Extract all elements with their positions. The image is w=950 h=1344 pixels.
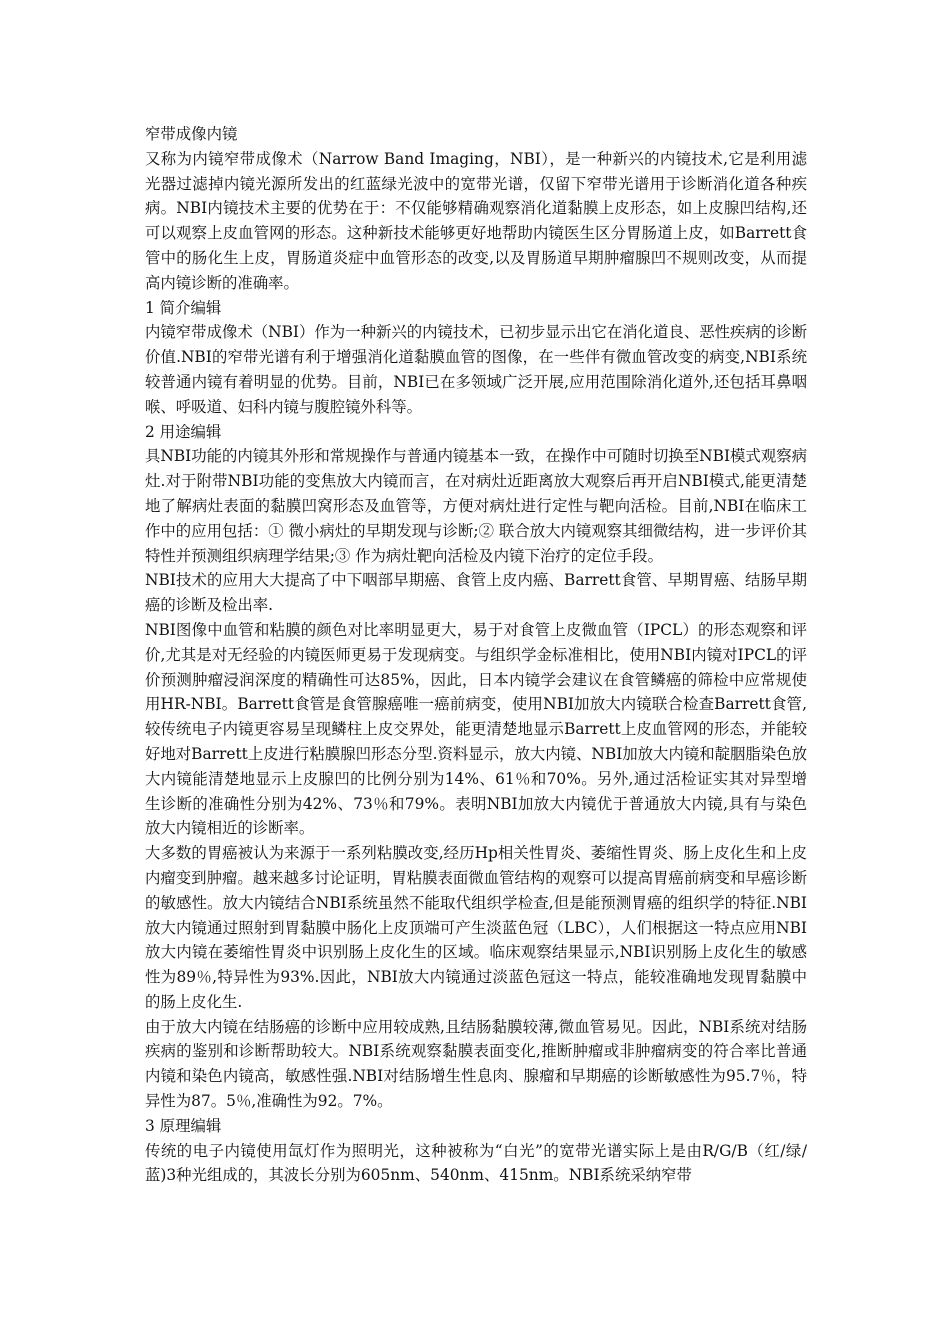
- document-title: 窄带成像内镜: [145, 125, 238, 143]
- paragraph-usage: 具NBI功能的内镜其外形和常规操作与普通内镜基本一致，在操作中可随时切换至NBI模式观察病灶.对于附带NBI功能的变焦放大内镜而言，在对病灶近距离放大观察后再开启NBI模式,能更清楚地了解病灶表面的黏膜凹窝形态及血管等，方便对病灶进行定性与靶向活检。目前,NBI在临床工作中的应用包括：① 微小病灶的早期发现与诊断;② 联合放大内镜观察其细微结构，进一步评价其特性并预测组织病理学结果;③ 作为病灶靶向活检及内镜下治疗的定位手段。: [145, 447, 807, 565]
- document-page: [145, 122, 807, 1188]
- section-heading-principle: 3 原理编辑: [145, 1116, 222, 1135]
- section-heading-usage: 2 用途编辑: [145, 422, 222, 441]
- section-heading-summary: 1 简介编辑: [145, 298, 222, 317]
- paragraph-summary: 内镜窄带成像术（NBI）作为一种新兴的内镜技术，已初步显示出它在消化道良、恶性疾病的诊断价值.NBI的窄带光谱有利于增强消化道黏膜血管的图像，在一些伴有微血管改变的病变,NBI系统较普通内镜有着明显的优势。目前，NBI已在多领域广泛开展,应用范围除消化道外,还包括耳鼻咽喉、呼吸道、妇科内镜与腹腔镜外科等。: [145, 323, 807, 416]
- paragraph-colon: 由于放大内镜在结肠癌的诊断中应用较成熟,且结肠黏膜较薄,微血管易见。因此，NBI系统对结肠疾病的鉴别和诊断帮助较大。NBI系统观察黏膜表面变化,推断肿瘤或非肿瘤病变的符合率比普通内镜和染色内镜高，敏感性强.NBI对结肠增生性息肉、腺瘤和早期癌的诊断敏感性为95.7％，特异性为87。5％,准确性为92。7%。: [145, 1017, 807, 1111]
- paragraph-principle: 传统的电子内镜使用氙灯作为照明光，这种被称为“白光”的宽带光谱实际上是由R/G/B（红/绿/蓝)3种光组成的，其波长分别为605nm、540nm、415nm。NBI系统采纳窄带: [145, 1141, 807, 1185]
- paragraph-detection-rate: NBI技术的应用大大提高了中下咽部早期癌、食管上皮内癌、Barrett食管、早期胃癌、结肠早期癌的诊断及检出率.: [145, 571, 807, 615]
- paragraph-stomach: 大多数的胃癌被认为来源于一系列粘膜改变,经历Hp相关性胃炎、萎缩性胃炎、肠上皮化生和上皮内瘤变到肿瘤。越来越多讨论证明，胃粘膜表面微血管结构的观察可以提高胃癌前病变和早癌诊断的敏感性。放大内镜结合NBI系统虽然不能取代组织学检查,但是能预测胃癌的组织学的特征.NBI放大内镜通过照射到胃黏膜中肠化上皮顶端可产生淡蓝色冠（LBC），人们根据这一特点应用NBI放大内镜在萎缩性胃炎中识别肠上皮化生的区域。临床观察结果显示,NBI识别肠上皮化生的敏感性为89％,特异性为93%.因此，NBI放大内镜通过淡蓝色冠这一特点，能较准确地发现胃黏膜中的肠上皮化生.: [145, 844, 807, 1011]
- paragraph-intro: 又称为内镜窄带成像术（Narrow Band Imaging，NBI），是一种新兴的内镜技术,它是利用滤光器过滤掉内镜光源所发出的红蓝绿光波中的宽带光谱，仅留下窄带光谱用于诊断消化道各种疾病。NBI内镜技术主要的优势在于：不仅能够精确观察消化道黏膜上皮形态，如上皮腺凹结构,还可以观察上皮血管网的形态。这种新技术能够更好地帮助内镜医生区分胃肠道上皮，如Barrett食管中的肠化生上皮，胃肠道炎症中血管形态的改变,以及胃肠道早期肿瘤腺凹不规则改变，从而提高内镜诊断的准确率。: [145, 149, 807, 292]
- paragraph-esophagus: NBI图像中血管和粘膜的颜色对比率明显更大，易于对食管上皮微血管（IPCL）的形态观察和评价,尤其是对无经验的内镜医师更易于发现病变。与组织学金标准相比，使用NBI内镜对IPCL的评价预测肿瘤浸润深度的精确性可达85%，因此，日本内镜学会建议在食管鳞癌的筛检中应常规使用HR-NBI。Barrett食管是食管腺癌唯一癌前病变，使用NBI加放大内镜联合检查Barrett食管,较传统电子内镜更容易呈现鳞柱上皮交界处，能更清楚地显示Barrett上皮血管网的形态，并能较好地对Barrett上皮进行粘膜腺凹形态分型.资料显示，放大内镜、NBI加放大内镜和靛胭脂染色放大内镜能清楚地显示上皮腺凹的比例分别为14%、61％和70%。另外,通过活检证实其对异型增生诊断的准确性分别为42%、73％和79%。表明NBI加放大内镜优于普通放大内镜,具有与染色放大内镜相近的诊断率。: [145, 620, 807, 838]
